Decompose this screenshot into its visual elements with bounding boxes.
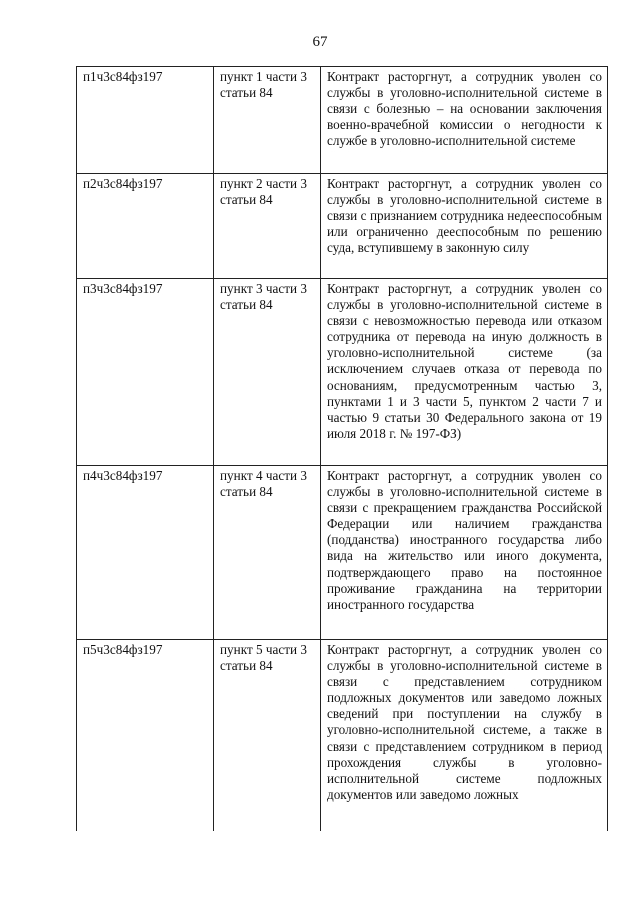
row-description: Контракт расторгнут, а сотрудник уволен со службы в уголовно-исполнительной системе в связи с признанием сотрудника недееспособным или ограниченно дееспособным по решению суда, вступившему в законную силу <box>321 174 608 279</box>
row-legal-reference: пункт 3 части 3 статьи 84 <box>214 279 321 466</box>
row-description: Контракт расторгнут, а сотрудник уволен со службы в уголовно-исполнительной системе в связи с болезнью – на основании заключения военно-врачебной комиссии о негодности к службе в уголовно-исполнительной системе <box>321 67 608 174</box>
row-legal-reference: пункт 2 части 3 статьи 84 <box>214 174 321 279</box>
table-row <box>77 67 608 174</box>
table-row <box>77 174 608 279</box>
row-description: Контракт расторгнут, а сотрудник уволен со службы в уголовно-исполнительной системе в связи с представлением сотрудником подложных документов или заведомо ложных сведений при поступлении на службу в уголовно-исполнительной системе, а также в связи с представлением сотрудником в период прохождения службы в уголовно-исполнительной системе подложных документов или заведомо ложных <box>321 640 608 831</box>
table-row <box>77 466 608 640</box>
page-number: 67 <box>312 34 328 50</box>
row-code: п2ч3с84фз197 <box>77 174 214 279</box>
row-code: п5ч3с84фз197 <box>77 640 214 831</box>
row-code: п4ч3с84фз197 <box>77 466 214 640</box>
row-legal-reference: пункт 4 части 3 статьи 84 <box>214 466 321 640</box>
row-code: п1ч3с84фз197 <box>77 67 214 174</box>
table-row <box>77 279 608 466</box>
row-code: п3ч3с84фз197 <box>77 279 214 466</box>
row-legal-reference: пункт 1 части 3 статьи 84 <box>214 67 321 174</box>
row-legal-reference: пункт 5 части 3 статьи 84 <box>214 640 321 831</box>
dismissal-codes-table <box>76 66 608 831</box>
table-row <box>77 640 608 831</box>
row-description: Контракт расторгнут, а сотрудник уволен со службы в уголовно-исполнительной системе в связи с невозможностью перевода или отказом сотрудника от перевода на иную должность в уголовно-исполнительной системе (за исключением случаев отказа от перевода по основаниям, предусмотренным частью 3, пунктами 1 и 3 части 5, пунктом 2 части 7 и частью 9 статьи 30 Федерального закона от 19 июля 2018 г. № 197-ФЗ) <box>321 279 608 466</box>
row-description: Контракт расторгнут, а сотрудник уволен со службы в уголовно-исполнительной системе в связи с прекращением гражданства Российской Федерации или наличием гражданства (подданства) иностранного государства либо вида на жительство или иного документа, подтверждающего право на постоянное проживание гражданина на территории иностранного государства <box>321 466 608 640</box>
